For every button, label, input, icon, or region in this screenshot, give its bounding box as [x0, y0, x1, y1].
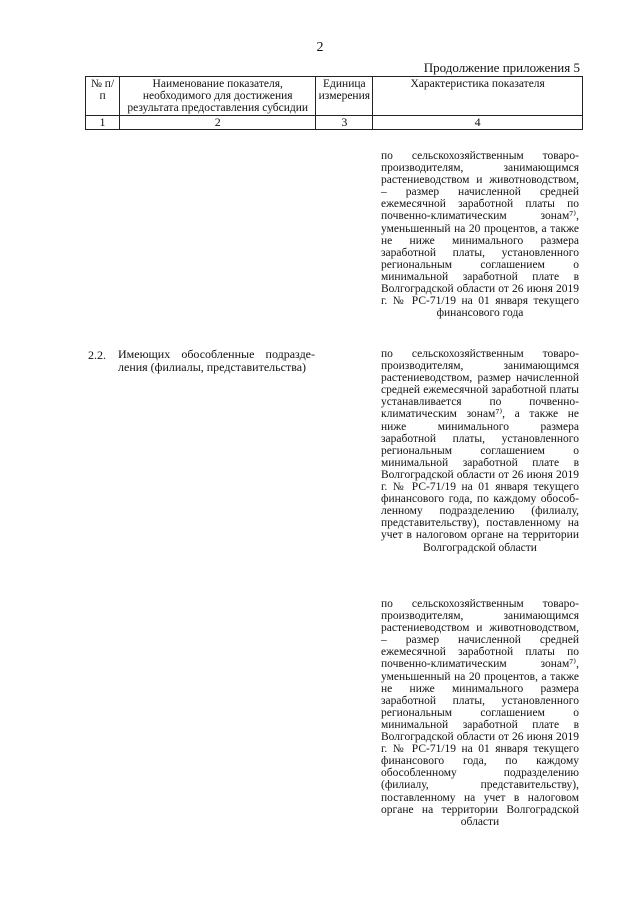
indicator-name: Имеющих обособленные подразделения (филиалы, представительства): [118, 347, 315, 374]
col-number-1: 1: [86, 116, 120, 130]
header-row: [86, 77, 583, 116]
continuation-label: Продолжение приложения 5: [423, 60, 580, 75]
col-number-4: 4: [373, 116, 583, 130]
col-number-2: 2: [120, 116, 316, 130]
characteristic-text: по сельскохозяйственным товаропроизводителям, занимающимся растениеводством, размер начисленной средней ежемесячной заработной платы устанавливается по почвенно-климатическим зонам⁷⁾, а также не ниже минимального размера заработной платы, установленного региональным соглашением о минимальной заработной плате в Волгоградской области от 26 июня 2019 г. № РС-71/19 на 01 января текущего финансового года, по каждому обособленному подразделению (филиалу, представительству), поставленному на учет в налоговом органе на территории Волгоградской области: [381, 348, 579, 554]
column-numbers-row: [86, 116, 583, 130]
col-number-3: 3: [316, 116, 373, 130]
header-col-number: № п/п: [86, 77, 120, 116]
item-number: 2.2.: [88, 348, 106, 362]
header-col-unit: Единица измерения: [316, 77, 373, 116]
table-header: [85, 76, 583, 130]
header-col-indicator-name: Наименование показателя, необходимого для достижения результата предоставления субсидии: [120, 77, 316, 116]
header-col-characteristic: Характеристика показателя: [373, 77, 583, 116]
characteristic-text: по сельскохозяйственным товаропроизводителям, занимающимся растениеводством и животноводством, – размер начисленной средней ежемесячной заработной платы по почвенно-климатическим зонам⁷⁾, уменьшенный на 20 процентов, а также не ниже минимального размера заработной платы, установленного региональным соглашением о минимальной заработной плате в Волгоградской области от 26 июня 2019 г. № РС-71/19 на 01 января текущего финансового года, по каждому обособленному подразделению (филиалу, представительству), поставленному на учет в налоговом органе на территории Волгоградской области: [381, 598, 579, 828]
characteristic-text: по сельскохозяйственным товаропроизводителям, занимающимся растениеводством и животноводством, – размер начисленной средней ежемесячной заработной платы по почвенно-климатическим зонам⁷⁾, уменьшенный на 20 процентов, а также не ниже минимального размера заработной платы, установленного региональным соглашением о минимальной заработной плате в Волгоградской области от 26 июня 2019 г. № РС-71/19 на 01 января текущего финансового года: [381, 150, 579, 320]
page-number: 2: [316, 40, 324, 55]
